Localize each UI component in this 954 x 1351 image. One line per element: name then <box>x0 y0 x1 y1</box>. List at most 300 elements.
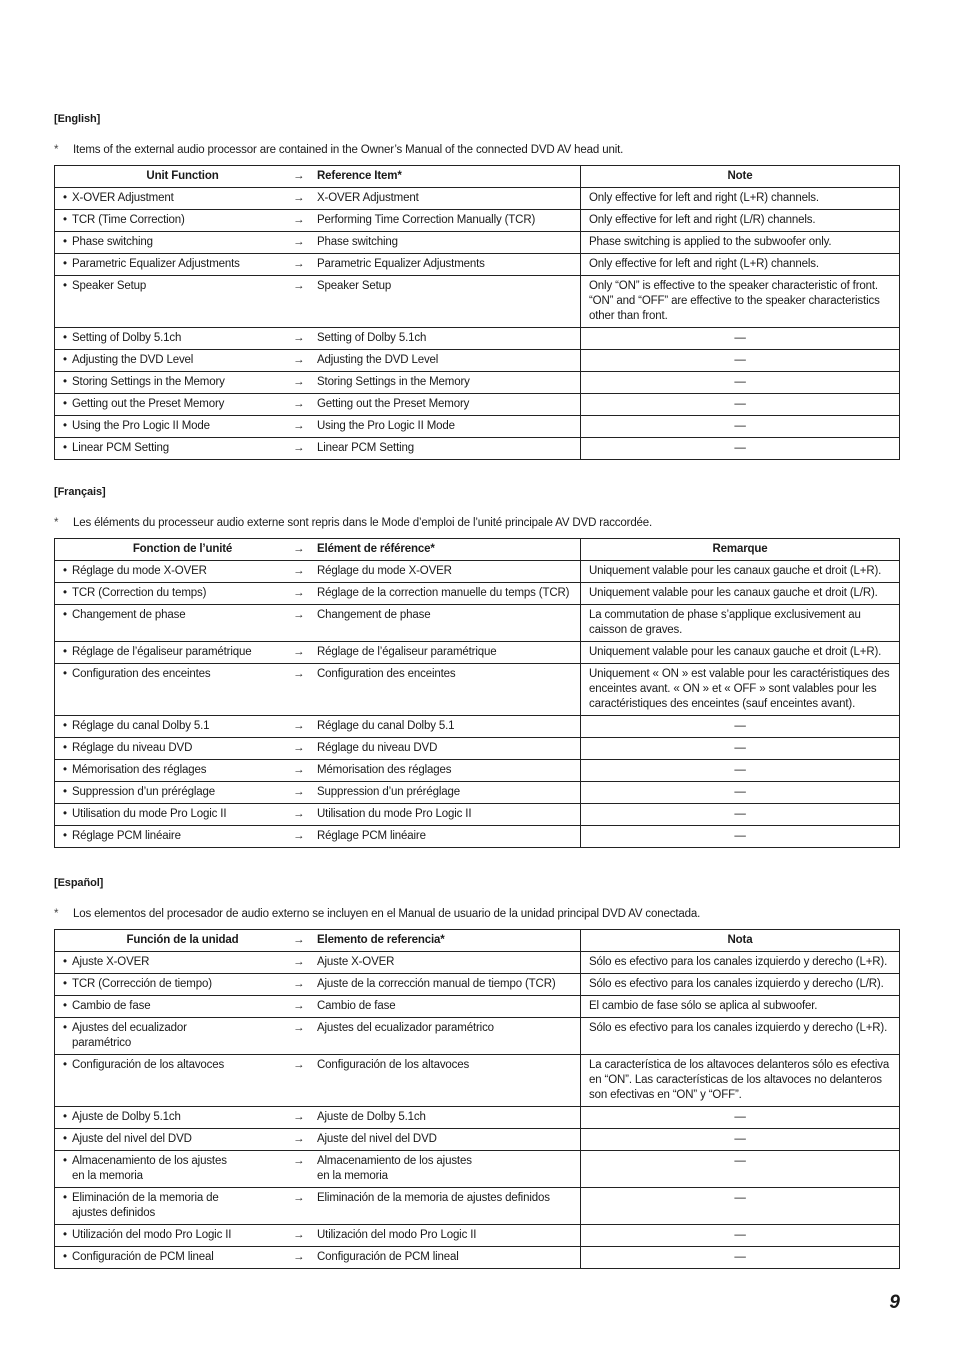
table-row <box>55 605 900 642</box>
unit-function-cell <box>55 1188 294 1225</box>
reference-item-cell: Getting out the Preset Memory <box>315 394 581 416</box>
section-english <box>54 112 900 460</box>
bullet-item <box>63 645 293 660</box>
reference-item-cell: X-OVER Adjustment <box>315 188 581 210</box>
unit-function-text: Réglage du canal Dolby 5.1 <box>72 720 210 732</box>
table-row <box>55 254 900 276</box>
bullet-icon: • <box>63 1155 67 1167</box>
note-cell: — <box>581 716 900 738</box>
bullet-icon: • <box>63 442 67 454</box>
unit-function-text: Adjusting the DVD Level <box>72 354 194 366</box>
unit-function-cell <box>55 416 294 438</box>
reference-item-cell: Réglage du mode X-OVER <box>315 561 581 583</box>
table-row <box>55 372 900 394</box>
note-cell: Sólo es efectivo para los canales izquierdo y derecho (L+R). <box>581 1018 900 1055</box>
bullet-item <box>63 785 293 800</box>
bullet-icon: • <box>63 668 67 680</box>
bullet-item <box>63 397 293 412</box>
unit-function-text: Linear PCM Setting <box>72 442 170 454</box>
note-cell: — <box>581 1107 900 1129</box>
unit-function-text: Ajustes del ecualizador paramétrico <box>72 1022 187 1049</box>
table-row <box>55 188 900 210</box>
arrow-icon: → <box>293 716 315 738</box>
arrow-icon: → <box>293 166 315 188</box>
unit-function-text: TCR (Time Correction) <box>72 214 185 226</box>
reference-item-cell: Mémorisation des réglages <box>315 760 581 782</box>
unit-function-cell <box>55 716 294 738</box>
note-cell: Uniquement « ON » est valable pour les caractéristiques des enceintes avant. « ON » et « OFF » sont valables pour les caractéristiques des enceintes (sauf enceintes avant). <box>581 664 900 716</box>
unit-function-cell <box>55 276 294 328</box>
bullet-item <box>63 999 293 1014</box>
reference-item-cell: Almacenamiento de los ajustes en la memoria <box>315 1151 581 1188</box>
arrow-icon: → <box>293 350 315 372</box>
bullet-icon: • <box>63 587 67 599</box>
note-cell: Only effective for left and right (L/R) channels. <box>581 210 900 232</box>
bullet-icon: • <box>63 742 67 754</box>
reference-item-cell: Storing Settings in the Memory <box>315 372 581 394</box>
note-cell: — <box>581 804 900 826</box>
arrow-icon: → <box>293 1018 315 1055</box>
table-row <box>55 952 900 974</box>
function-reference-table <box>54 165 900 460</box>
reference-item-cell: Parametric Equalizer Adjustments <box>315 254 581 276</box>
reference-item-cell: Cambio de fase <box>315 996 581 1018</box>
bullet-item <box>63 191 293 206</box>
table-header-row <box>55 930 900 952</box>
bullet-icon: • <box>63 1251 67 1263</box>
arrow-icon: → <box>293 826 315 848</box>
note-cell: — <box>581 1225 900 1247</box>
table-row <box>55 350 900 372</box>
unit-function-text: Configuration des enceintes <box>72 668 211 680</box>
language-heading: [Español] <box>54 877 104 889</box>
unit-function-cell <box>55 738 294 760</box>
bullet-item <box>63 331 293 346</box>
unit-function-cell <box>55 1247 294 1269</box>
note-cell: — <box>581 760 900 782</box>
unit-function-cell <box>55 1107 294 1129</box>
header-unit-label: Función de la unidad <box>126 934 239 946</box>
reference-item-cell: Utilisation du mode Pro Logic II <box>315 804 581 826</box>
reference-item-cell: Using the Pro Logic II Mode <box>315 416 581 438</box>
reference-item-cell: Réglage du canal Dolby 5.1 <box>315 716 581 738</box>
table-row <box>55 782 900 804</box>
note-cell: — <box>581 782 900 804</box>
header-unit-label: Fonction de l’unité <box>132 543 233 555</box>
language-heading: [Français] <box>54 486 106 498</box>
note-cell: — <box>581 826 900 848</box>
bullet-icon: • <box>63 398 67 410</box>
bullet-item <box>63 1110 293 1125</box>
bullet-item <box>63 1191 293 1221</box>
reference-item-cell: Phase switching <box>315 232 581 254</box>
unit-function-cell <box>55 782 294 804</box>
table-row <box>55 1188 900 1225</box>
table-row <box>55 328 900 350</box>
unit-function-text: Ajuste X-OVER <box>72 956 150 968</box>
bullet-icon: • <box>63 565 67 577</box>
table-row <box>55 974 900 996</box>
header-note: Remarque <box>581 539 900 561</box>
bullet-icon: • <box>63 214 67 226</box>
note-cell: — <box>581 1151 900 1188</box>
reference-item-cell: Adjusting the DVD Level <box>315 350 581 372</box>
bullet-item <box>63 829 293 844</box>
bullet-icon: • <box>63 376 67 388</box>
table-row <box>55 561 900 583</box>
reference-item-cell: Réglage PCM linéaire <box>315 826 581 848</box>
note-cell: — <box>581 372 900 394</box>
unit-function-cell <box>55 394 294 416</box>
arrow-icon: → <box>293 539 315 561</box>
header-reference-label: Reference Item <box>317 170 398 182</box>
unit-function-text: Réglage du mode X-OVER <box>72 565 207 577</box>
header-unit-label: Unit Function <box>146 170 219 182</box>
arrow-icon: → <box>293 1188 315 1225</box>
asterisk-icon: * <box>397 170 402 182</box>
bullet-icon: • <box>63 609 67 621</box>
arrow-icon: → <box>293 1247 315 1269</box>
table-header-row <box>55 539 900 561</box>
unit-function-text: Utilización del modo Pro Logic II <box>72 1229 232 1241</box>
bullet-icon: • <box>63 978 67 990</box>
bullet-item <box>63 1250 293 1265</box>
unit-function-cell <box>55 760 294 782</box>
bullet-icon: • <box>63 646 67 658</box>
unit-function-text: Réglage de l’égaliseur paramétrique <box>72 646 252 658</box>
table-row <box>55 232 900 254</box>
bullet-icon: • <box>63 280 67 292</box>
note-cell: Uniquement valable pour les canaux gauche et droit (L+R). <box>581 561 900 583</box>
arrow-icon: → <box>293 1151 315 1188</box>
note-cell: Only effective for left and right (L+R) channels. <box>581 188 900 210</box>
unit-function-text: Changement de phase <box>72 609 186 621</box>
note-cell: Phase switching is applied to the subwoofer only. <box>581 232 900 254</box>
bullet-item <box>63 608 293 623</box>
unit-function-cell <box>55 1055 294 1107</box>
table-row <box>55 996 900 1018</box>
unit-function-text: Réglage du niveau DVD <box>72 742 193 754</box>
unit-function-cell <box>55 254 294 276</box>
bullet-item <box>63 419 293 434</box>
unit-function-cell <box>55 1151 294 1188</box>
bullet-item <box>63 235 293 250</box>
unit-function-cell <box>55 1018 294 1055</box>
reference-item-cell: Réglage de la correction manuelle du temps (TCR) <box>315 583 581 605</box>
bullet-icon: • <box>63 354 67 366</box>
bullet-icon: • <box>63 1000 67 1012</box>
note-cell: — <box>581 416 900 438</box>
header-reference-item <box>315 930 581 952</box>
table-row <box>55 416 900 438</box>
note-cell: — <box>581 438 900 460</box>
bullet-item <box>63 667 293 682</box>
reference-item-cell: Utilización del modo Pro Logic II <box>315 1225 581 1247</box>
arrow-icon: → <box>293 930 315 952</box>
bullet-icon: • <box>63 1133 67 1145</box>
reference-item-cell: Ajuste del nivel del DVD <box>315 1129 581 1151</box>
asterisk-icon: * <box>54 908 59 920</box>
arrow-icon: → <box>293 738 315 760</box>
footnote <box>54 516 900 530</box>
bullet-item <box>63 977 293 992</box>
language-heading: [English] <box>54 113 101 125</box>
arrow-icon: → <box>293 1055 315 1107</box>
header-reference-item <box>315 166 581 188</box>
table-row <box>55 664 900 716</box>
unit-function-cell <box>55 642 294 664</box>
bullet-item <box>63 807 293 822</box>
table-row <box>55 716 900 738</box>
asterisk-icon: * <box>54 517 59 529</box>
unit-function-cell <box>55 605 294 642</box>
bullet-item <box>63 763 293 778</box>
arrow-icon: → <box>293 416 315 438</box>
bullet-icon: • <box>63 236 67 248</box>
bullet-item <box>63 257 293 272</box>
unit-function-cell <box>55 210 294 232</box>
unit-function-text: Ajuste del nivel del DVD <box>72 1133 192 1145</box>
footnote <box>54 907 900 921</box>
header-note: Note <box>581 166 900 188</box>
table-row <box>55 826 900 848</box>
asterisk-icon: * <box>54 144 59 156</box>
reference-item-cell: Configuración de PCM lineal <box>315 1247 581 1269</box>
bullet-item <box>63 279 293 294</box>
unit-function-text: X-OVER Adjustment <box>72 192 174 204</box>
bullet-item <box>63 586 293 601</box>
footnote-text: Los elementos del procesador de audio externo se incluyen en el Manual de usuario de la unidad principal DVD AV conectada. <box>73 908 701 920</box>
note-cell: — <box>581 1129 900 1151</box>
unit-function-cell <box>55 664 294 716</box>
unit-function-cell <box>55 1129 294 1151</box>
bullet-icon: • <box>63 830 67 842</box>
bullet-item <box>63 1021 293 1051</box>
bullet-icon: • <box>63 258 67 270</box>
section-french <box>54 485 900 848</box>
unit-function-text: Utilisation du mode Pro Logic II <box>72 808 227 820</box>
arrow-icon: → <box>293 372 315 394</box>
bullet-icon: • <box>63 1059 67 1071</box>
bullet-icon: • <box>63 956 67 968</box>
reference-item-cell: Réglage du niveau DVD <box>315 738 581 760</box>
section-spanish <box>54 876 900 1269</box>
arrow-icon: → <box>293 438 315 460</box>
bullet-item <box>63 1058 293 1073</box>
note-cell: — <box>581 394 900 416</box>
unit-function-text: TCR (Corrección de tiempo) <box>72 978 212 990</box>
bullet-item <box>63 719 293 734</box>
arrow-icon: → <box>293 188 315 210</box>
arrow-icon: → <box>293 605 315 642</box>
header-unit-function <box>55 930 294 952</box>
table-row <box>55 1247 900 1269</box>
unit-function-cell <box>55 350 294 372</box>
unit-function-cell <box>55 561 294 583</box>
header-note: Nota <box>581 930 900 952</box>
page-number: 9 <box>889 1292 900 1313</box>
bullet-item <box>63 375 293 390</box>
table-row <box>55 438 900 460</box>
note-cell: Sólo es efectivo para los canales izquierdo y derecho (L+R). <box>581 952 900 974</box>
bullet-icon: • <box>63 786 67 798</box>
note-cell: Only effective for left and right (L+R) channels. <box>581 254 900 276</box>
footnote <box>54 143 900 157</box>
reference-item-cell: Linear PCM Setting <box>315 438 581 460</box>
unit-function-cell <box>55 974 294 996</box>
bullet-item <box>63 1228 293 1243</box>
note-cell: Only “ON” is effective to the speaker characteristic of front. “ON” and “OFF” are effective to the speaker characteristics other than front. <box>581 276 900 328</box>
arrow-icon: → <box>293 1129 315 1151</box>
bullet-icon: • <box>63 420 67 432</box>
bullet-item <box>63 741 293 756</box>
bullet-icon: • <box>63 1229 67 1241</box>
note-cell: Uniquement valable pour les canaux gauche et droit (L+R). <box>581 642 900 664</box>
unit-function-text: Parametric Equalizer Adjustments <box>72 258 240 270</box>
table-row <box>55 738 900 760</box>
arrow-icon: → <box>293 276 315 328</box>
header-reference-label: Elemento de referencia <box>317 934 441 946</box>
reference-item-cell: Eliminación de la memoria de ajustes definidos <box>315 1188 581 1225</box>
table-row <box>55 394 900 416</box>
unit-function-cell <box>55 952 294 974</box>
arrow-icon: → <box>293 952 315 974</box>
table-row <box>55 642 900 664</box>
bullet-icon: • <box>63 1022 67 1034</box>
table-row <box>55 276 900 328</box>
table-row <box>55 760 900 782</box>
unit-function-text: TCR (Correction du temps) <box>72 587 207 599</box>
unit-function-text: Storing Settings in the Memory <box>72 376 225 388</box>
bullet-icon: • <box>63 720 67 732</box>
note-cell: — <box>581 1188 900 1225</box>
reference-item-cell: Changement de phase <box>315 605 581 642</box>
table-row <box>55 1055 900 1107</box>
header-reference-item <box>315 539 581 561</box>
unit-function-cell <box>55 996 294 1018</box>
note-cell: Uniquement valable pour les canaux gauche et droit (L/R). <box>581 583 900 605</box>
table-header-row <box>55 166 900 188</box>
table-row <box>55 1018 900 1055</box>
arrow-icon: → <box>293 996 315 1018</box>
unit-function-cell <box>55 804 294 826</box>
table-row <box>55 1129 900 1151</box>
arrow-icon: → <box>293 394 315 416</box>
unit-function-text: Speaker Setup <box>72 280 147 292</box>
reference-item-cell: Speaker Setup <box>315 276 581 328</box>
unit-function-cell <box>55 438 294 460</box>
arrow-icon: → <box>293 328 315 350</box>
reference-item-cell: Ajuste de la corrección manual de tiempo (TCR) <box>315 974 581 996</box>
note-cell: — <box>581 738 900 760</box>
header-unit-function <box>55 539 294 561</box>
unit-function-cell <box>55 188 294 210</box>
reference-item-cell: Ajuste de Dolby 5.1ch <box>315 1107 581 1129</box>
footnote-text: Les éléments du processeur audio externe sont repris dans le Mode d’emploi de l’unité principale AV DVD raccordée. <box>73 517 653 529</box>
arrow-icon: → <box>293 760 315 782</box>
reference-item-cell: Configuración de los altavoces <box>315 1055 581 1107</box>
arrow-icon: → <box>293 782 315 804</box>
unit-function-text: Ajuste de Dolby 5.1ch <box>72 1111 181 1123</box>
unit-function-text: Using the Pro Logic II Mode <box>72 420 210 432</box>
bullet-item <box>63 1132 293 1147</box>
arrow-icon: → <box>293 642 315 664</box>
bullet-icon: • <box>63 808 67 820</box>
reference-item-cell: Ajuste X-OVER <box>315 952 581 974</box>
bullet-icon: • <box>63 332 67 344</box>
unit-function-text: Eliminación de la memoria de ajustes definidos <box>72 1192 219 1219</box>
arrow-icon: → <box>293 561 315 583</box>
unit-function-cell <box>55 1225 294 1247</box>
unit-function-text: Réglage PCM linéaire <box>72 830 181 842</box>
note-cell: — <box>581 328 900 350</box>
unit-function-text: Suppression d’un préréglage <box>72 786 215 798</box>
bullet-item <box>63 955 293 970</box>
function-reference-table <box>54 929 900 1269</box>
arrow-icon: → <box>293 254 315 276</box>
unit-function-text: Mémorisation des réglages <box>72 764 207 776</box>
unit-function-text: Almacenamiento de los ajustes en la memoria <box>72 1155 227 1182</box>
note-cell: — <box>581 1247 900 1269</box>
arrow-icon: → <box>293 1225 315 1247</box>
table-row <box>55 583 900 605</box>
bullet-icon: • <box>63 764 67 776</box>
bullet-icon: • <box>63 192 67 204</box>
arrow-icon: → <box>293 210 315 232</box>
note-cell: El cambio de fase sólo se aplica al subwoofer. <box>581 996 900 1018</box>
unit-function-text: Setting of Dolby 5.1ch <box>72 332 182 344</box>
unit-function-text: Getting out the Preset Memory <box>72 398 225 410</box>
bullet-item <box>63 353 293 368</box>
table-row <box>55 1151 900 1188</box>
reference-item-cell: Setting of Dolby 5.1ch <box>315 328 581 350</box>
table-row <box>55 804 900 826</box>
arrow-icon: → <box>293 974 315 996</box>
reference-item-cell: Performing Time Correction Manually (TCR) <box>315 210 581 232</box>
table-row <box>55 1225 900 1247</box>
note-cell: Sólo es efectivo para los canales izquierdo y derecho (L/R). <box>581 974 900 996</box>
bullet-item <box>63 441 293 456</box>
note-cell: La commutation de phase s’applique exclusivement au caisson de graves. <box>581 605 900 642</box>
asterisk-icon: * <box>440 934 445 946</box>
arrow-icon: → <box>293 664 315 716</box>
unit-function-cell <box>55 372 294 394</box>
reference-item-cell: Configuration des enceintes <box>315 664 581 716</box>
arrow-icon: → <box>293 804 315 826</box>
unit-function-cell <box>55 328 294 350</box>
arrow-icon: → <box>293 1107 315 1129</box>
unit-function-text: Configuración de PCM lineal <box>72 1251 214 1263</box>
bullet-icon: • <box>63 1192 67 1204</box>
bullet-item <box>63 1154 293 1184</box>
unit-function-text: Cambio de fase <box>72 1000 151 1012</box>
reference-item-cell: Ajustes del ecualizador paramétrico <box>315 1018 581 1055</box>
unit-function-cell <box>55 583 294 605</box>
note-cell: — <box>581 350 900 372</box>
function-reference-table <box>54 538 900 848</box>
asterisk-icon: * <box>430 543 435 555</box>
header-reference-label: Elément de référence <box>317 543 431 555</box>
note-cell: La característica de los altavoces delanteros sólo es efectiva en “ON”. Las características de los altavoces no delanteros son efectivas en “ON” y “OFF”. <box>581 1055 900 1107</box>
reference-item-cell: Suppression d’un préréglage <box>315 782 581 804</box>
table-row <box>55 210 900 232</box>
unit-function-text: Phase switching <box>72 236 153 248</box>
table-row <box>55 1107 900 1129</box>
unit-function-text: Configuración de los altavoces <box>72 1059 225 1071</box>
bullet-item <box>63 213 293 228</box>
arrow-icon: → <box>293 232 315 254</box>
unit-function-cell <box>55 826 294 848</box>
